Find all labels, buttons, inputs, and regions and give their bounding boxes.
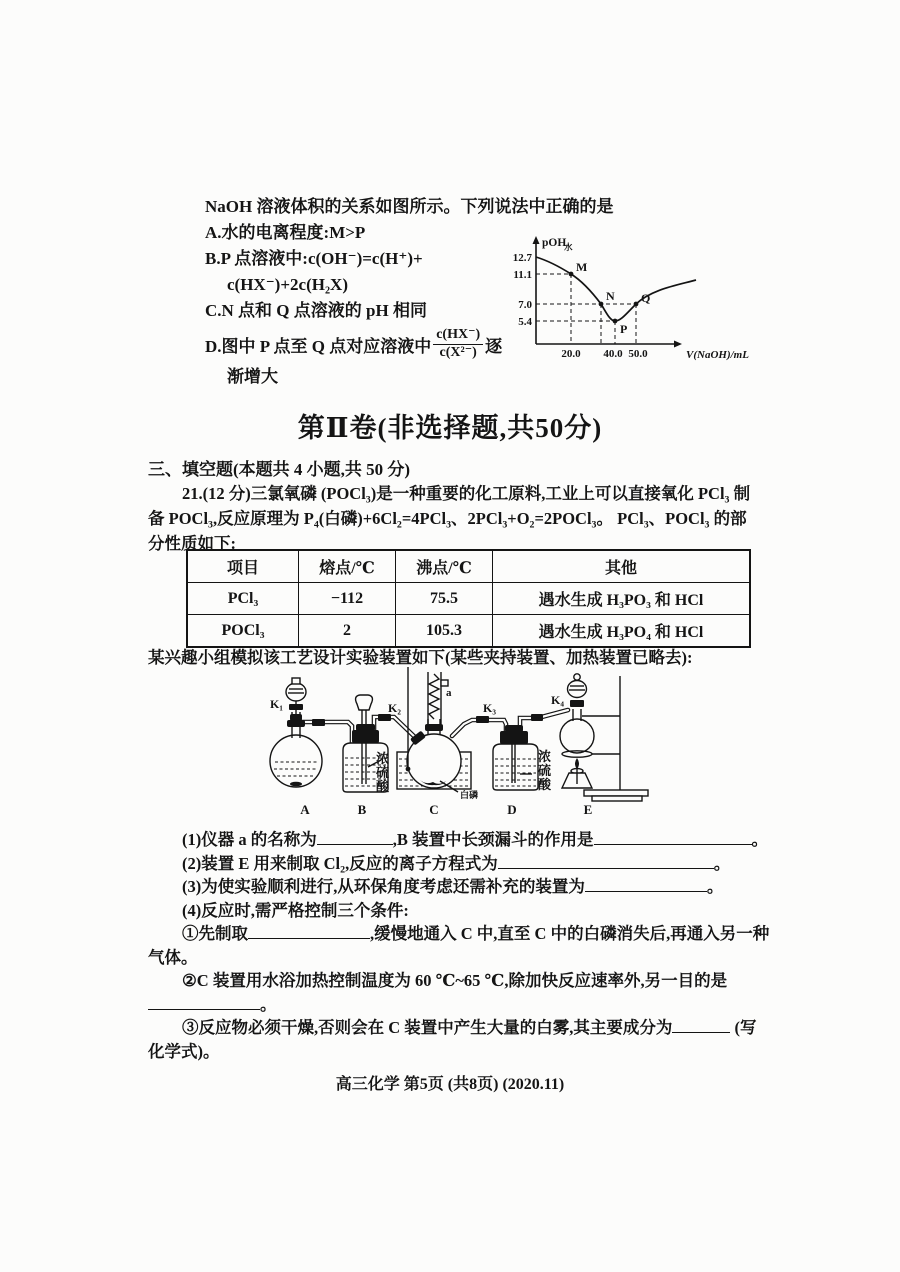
svg-text:浓: 浓: [538, 749, 552, 764]
answer-blank: [248, 923, 370, 939]
period: 。: [713, 853, 731, 873]
valve-label-k1: K₁: [270, 697, 283, 711]
device-a-flask-with-dropping-funnel: [270, 678, 325, 787]
valve-label-k2: K₂: [388, 701, 401, 715]
acid-label-d: [538, 749, 552, 792]
device-letter-b: B: [357, 802, 367, 817]
x-axis-label: V(NaOH)/mL: [686, 349, 749, 361]
option-d-text: D.图中 P 点至 Q 点对应溶液中: [205, 336, 432, 356]
white-phosphorus-label: 白磷: [460, 790, 479, 800]
section-2-title: 第Ⅱ卷(非选择题,共50分): [297, 413, 603, 443]
condition-1-text2: ,缓慢地通入 C 中,直至 C 中的白磷消失后,再通入另一种: [370, 924, 770, 943]
question-intro: NaOH 溶液体积的关系如图所示。下列说法中正确的是: [205, 197, 614, 216]
condenser-label-a: a: [446, 687, 452, 699]
sub-questions: [148, 828, 788, 1063]
y-axis-label-sub: 水: [564, 242, 573, 252]
point-label-m: M: [576, 260, 588, 274]
dropping-funnel-e: [568, 681, 587, 698]
cell-boiling: 105.3: [396, 615, 493, 648]
fraction-numerator: c(HX⁻): [433, 327, 483, 344]
concentration-ratio-fraction: [433, 327, 483, 360]
device-e-chlorine-generator: [560, 674, 648, 801]
table-row: [187, 583, 750, 615]
device-letter-e: E: [583, 802, 593, 817]
titration-curve: [536, 257, 696, 321]
cell-substance: POCl₃: [187, 615, 299, 648]
answer-blank: [498, 853, 714, 869]
long-neck-funnel: [356, 695, 373, 710]
device-c-three-neck-flask-water-bath: [397, 667, 489, 792]
y-tick-12-7: 12.7: [512, 252, 532, 264]
col-header-melting: 熔点/℃: [299, 550, 396, 583]
subq-1-text: (1)仪器 a 的名称为: [182, 830, 317, 849]
stopcock-k1: [289, 704, 303, 710]
stopcock-k3: [476, 716, 489, 723]
x-tick-20: 20.0: [561, 348, 581, 360]
answer-blank: [148, 994, 260, 1010]
option-b-line1: B.P 点溶液中:c(OH⁻)=c(H⁺)+: [205, 249, 423, 268]
answer-blank: [594, 829, 752, 845]
acid-label-b: [376, 751, 390, 794]
y-tick-7-0: 7.0: [518, 299, 532, 311]
cell-boiling: 75.5: [396, 583, 493, 615]
tube-connector: [312, 719, 325, 726]
page-footer: 高三化学 第5页 (共8页) (2020.11): [335, 1076, 565, 1093]
subq-4: (4)反应时,需严格控制三个条件:: [182, 900, 409, 920]
y-axis-arrow: [533, 236, 540, 244]
subq-2-text: (2)装置 E 用来制取 Cl₂,反应的离子方程式为: [182, 853, 498, 873]
device-letter-a: A: [300, 802, 310, 817]
q21-line1: 21.(12 分)三氯氧磷 (POCl₃)是一种重要的化工原料,工业上可以直接氧化 PCl₃ 制: [182, 484, 751, 503]
valve-label-k4: K₄: [551, 693, 564, 707]
col-header-boiling: 沸点/℃: [396, 550, 493, 583]
condition-2: ②C 装置用水浴加热控制温度为 60 ℃~65 ℃,除加快反应速率外,另一目的是: [182, 971, 728, 990]
option-b-line2: c(HX⁻)+2c(H₂X): [227, 275, 348, 294]
x-axis-arrow: [674, 341, 682, 348]
condition-1: [148, 922, 788, 946]
option-c: C.N 点和 Q 点溶液的 pH 相同: [205, 301, 427, 320]
period: 。: [751, 830, 769, 849]
col-header-item: 项目: [187, 550, 299, 583]
period: 。: [706, 877, 724, 896]
period: 。: [260, 994, 277, 1014]
cell-substance: PCl₃: [187, 583, 299, 615]
answer-blank: [585, 876, 707, 892]
point-label-p: P: [620, 322, 628, 336]
answer-blank: [317, 829, 393, 845]
cell-melting: 2: [299, 615, 396, 648]
flask-e: [560, 719, 594, 753]
fill-in-section-heading: 三、填空题(本题共 4 小题,共 50 分): [148, 460, 411, 479]
condition-3-text: ③反应物必须干燥,否则会在 C 装置中产生大量的白雾,其主要成分为: [182, 1018, 673, 1037]
cell-other: 遇水生成 H₃PO₃ 和 HCl: [493, 583, 751, 615]
stand-base: [584, 790, 648, 796]
condition-3-cont: 化学式)。: [148, 1041, 220, 1061]
svg-text:浓: 浓: [376, 751, 390, 766]
y-axis-label: pOH: [542, 237, 567, 249]
condition-2-cont: [148, 993, 788, 1017]
dropping-funnel-a: [286, 683, 306, 701]
y-tick-11-1: 11.1: [513, 269, 532, 281]
subq-1-text2: ,B 装置中长颈漏斗的作用是: [392, 830, 594, 849]
svg-text:硫: 硫: [376, 765, 390, 780]
cell-melting: −112: [299, 583, 396, 615]
q21-line2: 备 POCl₃,反应原理为 P₄(白磷)+6Cl₂=4PCl₃、2PCl₃+O₂=2POCl₃。 PCl₃、POCl₃ 的部: [148, 509, 747, 528]
device-d-gas-washing-bottle: [493, 714, 543, 790]
condition-1-cont: 气体。: [148, 947, 198, 967]
subq-3-text: (3)为使实验顺利进行,从环保角度考虑还需补充的装置为: [182, 877, 585, 896]
device-letter-c: C: [429, 802, 439, 817]
stopcock-k2: [378, 714, 391, 721]
condition-3-text2: (写: [734, 1018, 757, 1037]
y-tick-5-4: 5.4: [518, 316, 532, 328]
option-d-line2: 渐增大: [227, 367, 278, 386]
subq-3: [148, 875, 788, 899]
point-label-q: Q: [641, 291, 651, 305]
valve-label-k3: K₃: [483, 701, 496, 715]
question-21-intro: [148, 481, 750, 556]
point-label-n: N: [606, 289, 615, 303]
fraction-denominator: c(X²⁻): [439, 344, 477, 360]
option-d-text-tail: 逐: [485, 336, 503, 356]
table-row: [187, 615, 750, 648]
q21-line3: 分性质如下:: [148, 534, 236, 553]
answer-blank: [672, 1017, 730, 1033]
apparatus-diagram: [248, 664, 656, 824]
option-a: A.水的电离程度:M>P: [205, 223, 366, 242]
table-header-row: [187, 550, 750, 583]
cell-other: 遇水生成 H₃PO₄ 和 HCl: [493, 615, 751, 648]
svg-text:硫: 硫: [538, 763, 552, 778]
alcohol-lamp: [562, 758, 592, 788]
col-header-other: 其他: [493, 550, 751, 583]
svg-text:酸: 酸: [376, 779, 390, 794]
condition-1-text: ①先制取: [182, 924, 248, 943]
properties-table: [186, 549, 751, 648]
apparatus-intro: 某兴趣小组模拟该工艺设计实验装置如下(某些夹持装置、加热装置已略去):: [148, 648, 693, 667]
condition-3: [148, 1016, 788, 1040]
tube-connector: [531, 714, 543, 721]
stopcock-k4: [570, 700, 584, 707]
device-letter-d: D: [507, 802, 517, 817]
subq-1: [148, 828, 788, 852]
subq-2: [148, 852, 788, 876]
x-tick-40: 40.0: [603, 348, 623, 360]
svg-text:酸: 酸: [538, 777, 552, 792]
x-tick-50: 50.0: [628, 348, 648, 360]
condenser-a: [428, 672, 448, 724]
poh-titration-graph: [494, 232, 750, 379]
